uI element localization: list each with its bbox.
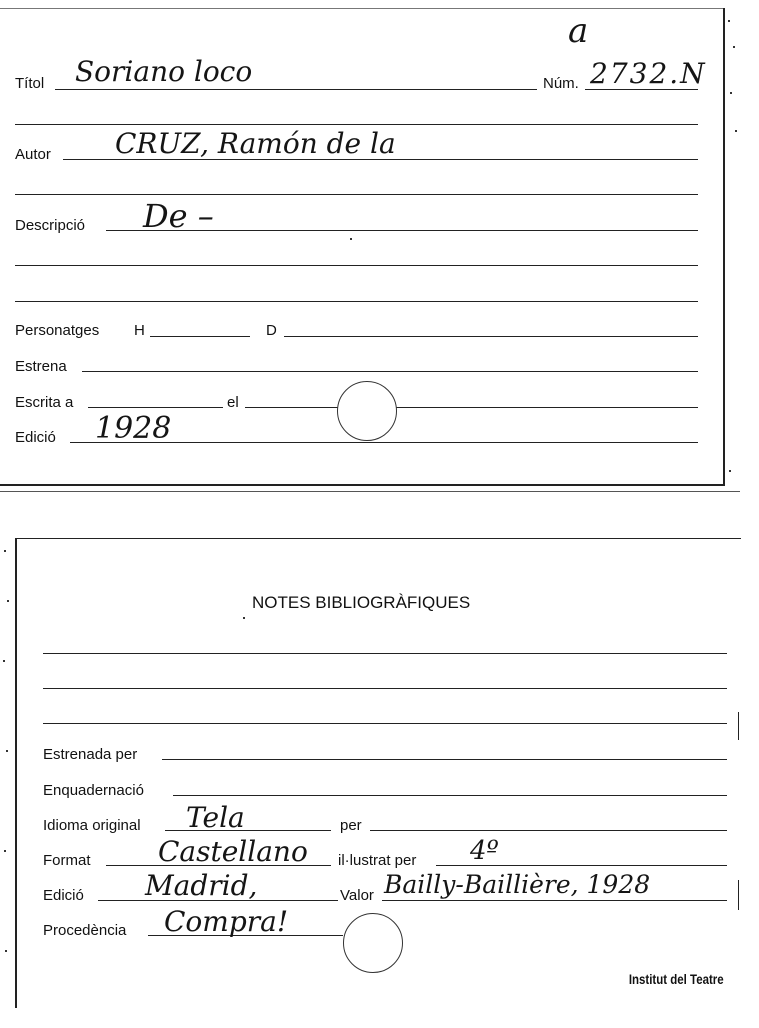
autor-label: Autor (15, 146, 51, 163)
notes-line-2 (43, 688, 727, 689)
card-top-cut-line (0, 491, 740, 492)
edicio-label: Edició (15, 429, 56, 446)
personatges-h-line (150, 336, 250, 337)
speck (7, 600, 9, 602)
descripcio-label: Descripció (15, 217, 86, 234)
enquadernacio-line (173, 795, 727, 796)
enquadernacio-label: Enquadernació (43, 782, 144, 799)
autor-value: CRUZ, Ramón de la (115, 127, 396, 160)
speck (5, 950, 7, 952)
speck (4, 550, 6, 552)
edicio-value: 1928 (95, 411, 172, 446)
titol-value: Soriano loco (75, 55, 253, 88)
card-heading: NOTES BIBLIOGRÀFIQUES (252, 593, 471, 612)
personatges-d-label: D (266, 322, 277, 339)
card-bottom-top-edge (15, 538, 741, 539)
illustrat-per-label: il·lustrat per (338, 852, 417, 869)
num-label: Núm. (543, 75, 579, 92)
valor-line (382, 900, 727, 901)
card-top-top-edge (0, 8, 723, 9)
valor-value: Bailly-Baillière, 1928 (384, 870, 651, 899)
speck (735, 130, 737, 132)
institution-stamp: Institut del Teatre (629, 971, 724, 987)
estrenada-per-line (162, 759, 727, 760)
speck (730, 92, 732, 94)
notes-line-3 (43, 723, 727, 724)
speck (728, 20, 730, 22)
card-top-bottom-edge (0, 484, 725, 486)
escrita-el-label: el (227, 394, 239, 411)
speck (4, 850, 6, 852)
escrita-line (88, 407, 223, 408)
card-bottom-left-edge (15, 538, 17, 1008)
descripcio-extra-line-2 (15, 301, 698, 302)
titol-extra-line (15, 124, 698, 125)
personatges-d-line (284, 336, 698, 337)
speck (733, 46, 735, 48)
personatges-h-label: H (134, 322, 145, 339)
estrena-label: Estrena (15, 358, 67, 375)
punch-hole-top (337, 381, 397, 441)
speck (729, 470, 731, 472)
titol-label: Títol (15, 75, 45, 92)
idioma-original-value: Tela (186, 801, 245, 834)
card-bottom-right-mark-2 (738, 880, 739, 910)
titol-line (55, 89, 537, 90)
illustrat-per-value: 4º (470, 836, 499, 866)
per-label: per (340, 817, 362, 834)
procedencia-label: Procedència (43, 922, 127, 939)
descripcio-value: De – (143, 197, 214, 235)
speck (350, 238, 352, 240)
punch-hole-bottom (343, 913, 403, 973)
corner-mark: a (568, 11, 589, 51)
personatges-label: Personatges (15, 322, 100, 339)
per-line (370, 830, 727, 831)
edicio-2-label: Edició (43, 887, 84, 904)
estrenada-per-label: Estrenada per (43, 746, 138, 763)
format-value: Castellano (158, 835, 308, 868)
idioma-original-label: Idioma original (43, 817, 141, 834)
notes-line-1 (43, 653, 727, 654)
speck (3, 660, 5, 662)
speck (6, 750, 8, 752)
speck (243, 617, 245, 619)
card-top-right-edge (723, 8, 725, 484)
escrita-label: Escrita a (15, 394, 74, 411)
edicio-2-value: Madrid, (145, 869, 258, 902)
escrita-el-line (245, 407, 698, 408)
descripcio-extra-line-1 (15, 265, 698, 266)
valor-label: Valor (340, 887, 374, 904)
procedencia-value: Compra! (164, 905, 289, 938)
format-label: Format (43, 852, 91, 869)
autor-extra-line (15, 194, 698, 195)
estrena-line (82, 371, 698, 372)
num-value: 2732.N (590, 57, 707, 90)
card-bottom-right-mark-1 (738, 712, 739, 740)
